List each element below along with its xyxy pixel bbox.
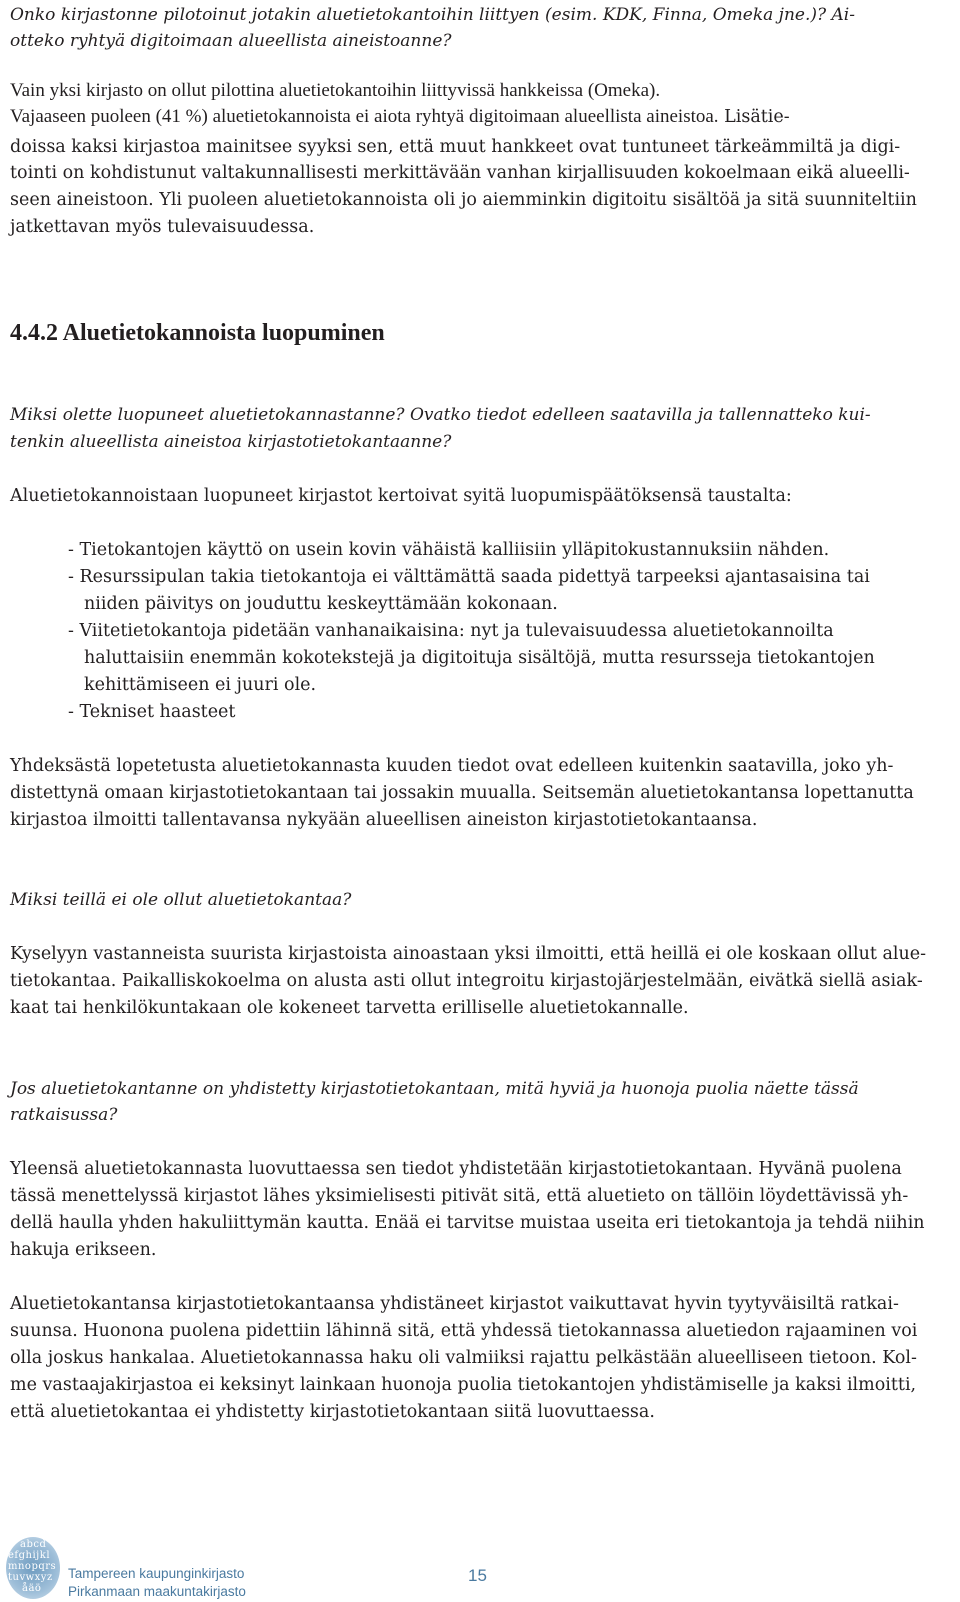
logo-row: abcd (20, 1539, 47, 1550)
text-line: Yhdeksästä lopetetusta aluetietokannasta kuuden tiedot ovat edelleen kuitenkin saatavilla, joko yh- (10, 756, 894, 776)
text-line: tointi on kohdistunut valtakunnallisesti merkittävään vanhan kirjallisuuden kokoelmaan eikä alueelli- (10, 163, 910, 183)
question-line: Jos aluetietokantanne on yhdistetty kirjastotietokantaan, mitä hyviä ja huonoja puolia näette tässä (10, 1079, 859, 1099)
logo-row: mnopqrs (8, 1561, 57, 1572)
text-line: niiden päivitys on jouduttu keskeyttämään kokonaan. (84, 594, 558, 614)
question-line: Miksi teillä ei ole ollut aluetietokantaa? (10, 890, 352, 910)
text-line: - Tekniset haasteet (68, 702, 236, 722)
text-line: että aluetietokantaa ei yhdistetty kirjastotietokantaan siitä luovuttaessa. (10, 1402, 655, 1422)
page-number: 15 (468, 1566, 487, 1585)
text-line (10, 104, 790, 130)
text-line: suunsa. Huonona puolena pidettiin lähinnä sitä, että yhdessä tietokannassa aluetiedon rajaaminen voi (10, 1321, 918, 1341)
text-line: kehittämiseen ei juuri ole. (84, 675, 317, 695)
question-line: tenkin alueellista aineistoa kirjastotietokantaanne? (10, 432, 452, 452)
question-line: ratkaisussa? (10, 1105, 118, 1125)
text-span: Lisätie- (718, 107, 790, 127)
text-span: Vajaaseen puoleen (41 %) aluetietokannoista ei aiota ryhtyä digitoimaan alueellista aineistoa. (10, 106, 719, 127)
text-line: tässä menettelyssä kirjastot lähes yksimielisesti pitivät sitä, että aluetieto on tällöin löydettävissä yh- (10, 1186, 909, 1206)
text-line: haluttaisiin enemmän kokotekstejä ja digitoituja sisältöjä, mutta resursseja tietokantojen (84, 648, 875, 668)
text-line: distettynä omaan kirjastotietokantaan tai jossakin muualla. Seitsemän aluetietokantansa lopettanutta (10, 783, 914, 803)
text-line: - Viitetietokantoja pidetään vanhanaikaisina: nyt ja tulevaisuudessa aluetietokannoilta (68, 621, 834, 641)
library-logo (6, 1537, 60, 1599)
question-line: Onko kirjastonne pilotoinut jotakin aluetietokantoihin liittyen (esim. KDK, Finna, Omeka jne.)? Ai- (10, 5, 855, 25)
text-line: - Tietokantojen käyttö on usein kovin vähäistä kalliisiin ylläpitokustannuksiin nähden. (68, 540, 830, 560)
text-line: hakuja erikseen. (10, 1240, 157, 1260)
footer-library-name: Tampereen kaupunginkirjasto (68, 1566, 245, 1581)
logo-row: tuvwxyz (8, 1572, 53, 1583)
section-heading: 4.4.2 Aluetietokannoista luopuminen (10, 320, 385, 346)
logo-row: åäö (22, 1583, 42, 1594)
text-line: Vain yksi kirjasto on ollut pilottina aluetietokantoihin liittyvissä hankkeissa (Omeka). (10, 80, 661, 101)
text-line: Aluetietokannoistaan luopuneet kirjastot kertoivat syitä luopumispäätöksensä taustalta: (10, 486, 792, 506)
text-line: kirjastoa ilmoitti tallentavansa nykyään alueellisen aineiston kirjastotietokantaansa. (10, 810, 758, 830)
text-line: Aluetietokantansa kirjastotietokantaansa yhdistäneet kirjastot vaikuttavat hyvin tyytyväisiltä ratkai- (10, 1294, 899, 1314)
text-line: kaat tai henkilökuntakaan ole kokeneet tarvetta erilliselle aluetietokannalle. (10, 998, 689, 1018)
text-line: doissa kaksi kirjastoa mainitsee syyksi sen, että muut hankkeet ovat tuntuneet tärkeämmiltä ja digi- (10, 137, 901, 157)
question-line: otteko ryhtyä digitoimaan alueellista aineistoanne? (10, 31, 452, 51)
text-line: Kyselyyn vastanneista suurista kirjastoista ainoastaan yksi ilmoitti, että heillä ei ole koskaan ollut alue- (10, 944, 927, 964)
text-line: seen aineistoon. Yli puoleen aluetietokannoista oli jo aiemminkin digitoitu sisältöä ja sitä suunniteltiin (10, 190, 917, 210)
question-line: Miksi olette luopuneet aluetietokannastanne? Ovatko tiedot edelleen saatavilla ja tallennatteko kui- (10, 405, 871, 425)
logo-row: efghijkl (8, 1550, 51, 1561)
text-line: jatkettavan myös tulevaisuudessa. (10, 217, 315, 237)
text-line: dellä haulla yhden hakuliittymän kautta. Enää ei tarvitse muistaa useita eri tietokantoja ja tehdä niihin (10, 1213, 925, 1233)
text-line: me vastaajakirjastoa ei keksinyt lainkaan huonoja puolia tietokantojen yhdistämiselle ja kaksi ilmoitti, (10, 1375, 917, 1395)
text-line: Yleensä aluetietokannasta luovuttaessa sen tiedot yhdistetään kirjastotietokantaan. Hyvänä puolena (10, 1159, 902, 1179)
text-line: tietokantaa. Paikalliskokoelma on alusta asti ollut integroitu kirjastojärjestelmään, eivätkä siellä asiak- (10, 971, 923, 991)
text-line: olla joskus hankalaa. Aluetietokannassa haku oli valmiiksi rajattu pelkästään alueelliseen tietoon. Kol- (10, 1348, 917, 1368)
footer-library-subname: Pirkanmaan maakuntakirjasto (68, 1584, 246, 1599)
text-line: - Resurssipulan takia tietokantoja ei välttämättä saada pidettyä tarpeeksi ajantasaisina tai (68, 567, 870, 587)
